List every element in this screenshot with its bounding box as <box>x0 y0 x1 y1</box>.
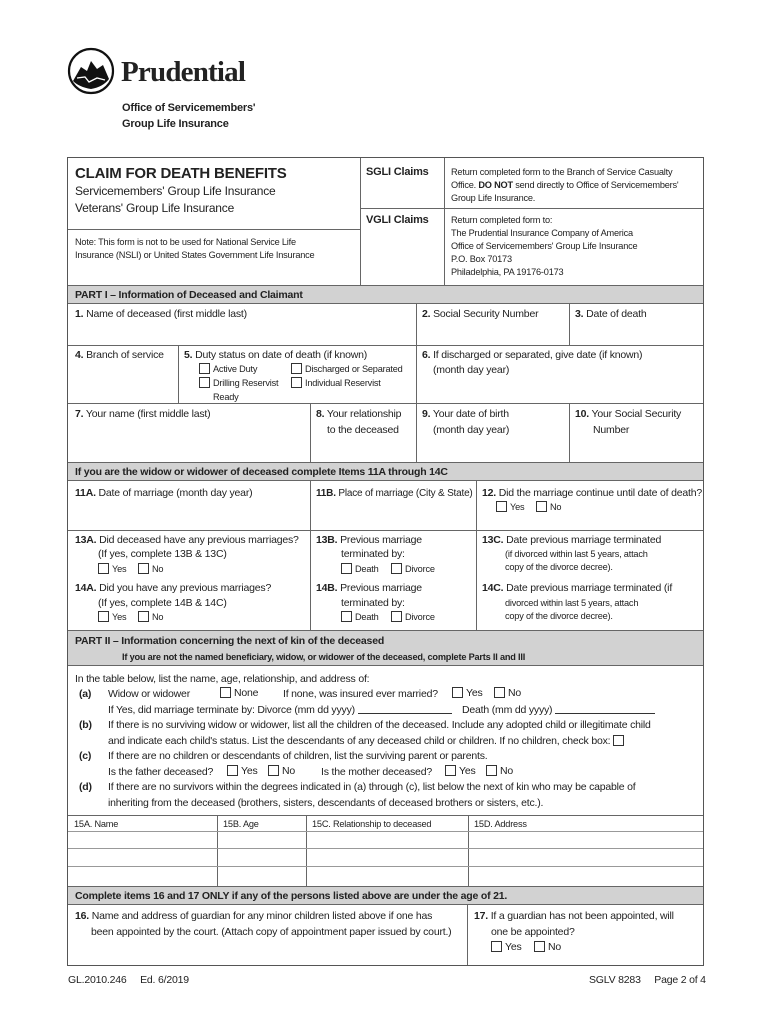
vgli-claims-label: VGLI Claims <box>366 214 429 226</box>
field-13a-hint: (If yes, complete 13B & 13C) <box>98 548 227 560</box>
item-c-marker: (c) <box>79 750 92 762</box>
checkbox <box>291 377 302 388</box>
field-7-label: 7. Your name (first middle last) <box>75 408 211 420</box>
part2-intro: In the table below, list the name, age, relationship, and address of: <box>75 673 370 685</box>
field-4-label: 4. Branch of service <box>75 349 164 361</box>
field-10-label: 10. Your Social Security <box>575 408 682 420</box>
field-13b-label: 13B. Previous marriage <box>316 534 422 546</box>
field-13a-yes[interactable]: Yes <box>98 563 126 575</box>
field-8-label: 8. Your relationship <box>316 408 402 420</box>
checkbox <box>199 363 210 374</box>
item-a-death-date: Death (mm dd yyyy) <box>462 704 655 717</box>
vgli-address-4: P.O. Box 70173 <box>451 254 512 264</box>
field-17-yes[interactable]: Yes <box>491 941 522 954</box>
checkbox <box>445 765 456 776</box>
item-b-text-2: and indicate each child's status. List the descendants of any deceased child or children. If no children, check box: <box>108 735 627 748</box>
option-drilling-reservist[interactable]: Drilling Reservist <box>199 377 278 389</box>
item-c-text: If there are no children or descendants of children, list the surviving parent or parents. <box>108 750 488 762</box>
field-17-label-2: one be appointed? <box>491 926 575 938</box>
field-14c-hint-2: copy of the divorce decree). <box>505 611 613 621</box>
checkbox <box>98 563 109 574</box>
checkbox <box>391 611 402 622</box>
mother-no[interactable]: No <box>486 765 513 778</box>
item-a-yes[interactable]: Yes <box>452 687 483 700</box>
prudential-rock-logo <box>67 47 115 95</box>
form-note-line-2: Insurance (NSLI) or United States Government Life Insurance <box>75 250 315 260</box>
checkbox <box>341 563 352 574</box>
divorce-date-line[interactable] <box>358 704 452 714</box>
item-b-marker: (b) <box>79 719 92 731</box>
table-row[interactable] <box>68 831 703 832</box>
item-a-question: If none, was insured ever married? <box>283 688 438 700</box>
field-12-yes[interactable]: Yes <box>496 501 524 513</box>
vgli-address-2: The Prudential Insurance Company of America <box>451 228 633 238</box>
checkbox <box>227 765 238 776</box>
mother-yes[interactable]: Yes <box>445 765 476 778</box>
item-a-no[interactable]: No <box>494 687 521 700</box>
item-a-none[interactable]: None <box>220 687 258 700</box>
checkbox <box>199 377 210 388</box>
field-14b-label: 14B. Previous marriage <box>316 582 422 594</box>
vgli-address-1: Return completed form to: <box>451 215 553 225</box>
item-a-text: Widow or widower <box>108 688 190 700</box>
field-12-no[interactable]: No <box>536 501 561 513</box>
field-14a-label: 14A. Did you have any previous marriages? <box>75 582 272 594</box>
checkbox <box>496 501 507 512</box>
field-3-label: 3. Date of death <box>575 308 647 320</box>
part2-subheading: If you are not the named beneficiary, widow, or widower of the deceased, complete Parts II and III <box>122 652 526 662</box>
item-d-text-1: If there are no survivors within the degrees indicated in (a) through (c), list below the next of kin who may be capable of <box>108 781 636 793</box>
item-a-marker: (a) <box>79 688 92 700</box>
checkbox <box>138 611 149 622</box>
item-d-text-2: inheriting from the deceased (brothers, sisters, descendants of deceased brothers or sisters, etc.). <box>108 797 544 809</box>
table-row[interactable] <box>68 866 703 867</box>
checkbox <box>486 765 497 776</box>
form-subtitle-vgli: Veterans' Group Life Insurance <box>75 201 235 215</box>
col-header-address: 15D. Address <box>474 819 527 829</box>
field-14b-hint: terminated by: <box>341 597 405 609</box>
col-header-name: 15A. Name <box>74 819 119 829</box>
checkbox <box>138 563 149 574</box>
father-no[interactable]: No <box>268 765 295 778</box>
field-14a-no[interactable]: No <box>138 611 163 623</box>
vgli-address-3: Office of Servicemembers' Group Life Insurance <box>451 241 638 251</box>
field-14c-label: 14C. Date previous marriage terminated (if <box>482 582 673 594</box>
part2-heading: PART II – Information concerning the next of kin of the deceased <box>75 635 385 647</box>
field-9-hint: (month day year) <box>433 424 510 436</box>
field-10-label-2: Number <box>593 424 630 436</box>
item-c-mother: Is the mother deceased? <box>321 766 432 778</box>
field-14a-yes[interactable]: Yes <box>98 611 126 623</box>
office-line-1: Office of Servicemembers' <box>122 102 256 114</box>
field-13c-label: 13C. Date previous marriage terminated <box>482 534 662 546</box>
field-13b-hint: terminated by: <box>341 548 405 560</box>
checkbox <box>491 941 502 952</box>
option-active-duty[interactable]: Active Duty <box>199 363 257 375</box>
field-17-label: 17. If a guardian has not been appointed, will <box>474 910 674 922</box>
checkbox <box>98 611 109 622</box>
field-14a-hint: (If yes, complete 14B & 14C) <box>98 597 227 609</box>
field-14b-death[interactable]: Death <box>341 611 379 623</box>
form-title: CLAIM FOR DEATH BENEFITS <box>75 165 287 182</box>
sgli-claims-label: SGLI Claims <box>366 166 429 178</box>
field-17-no[interactable]: No <box>534 941 561 954</box>
checkbox <box>220 687 231 698</box>
logo-text: Prudential <box>121 56 246 88</box>
field-2-label: 2. Social Security Number <box>422 308 539 320</box>
father-yes[interactable]: Yes <box>227 765 258 778</box>
field-1-label: 1. Name of deceased (first middle last) <box>75 308 247 320</box>
field-12-label: 12. Did the marriage continue until date of death? <box>482 487 702 499</box>
field-13a-no[interactable]: No <box>138 563 163 575</box>
checkbox <box>452 687 463 698</box>
item-c-father: Is the father deceased? <box>108 766 214 778</box>
form-subtitle-sgli: Servicemembers' Group Life Insurance <box>75 184 276 198</box>
checkbox <box>534 941 545 952</box>
item-a-divorce-date: If Yes, did marriage terminate by: Divorce (mm dd yyyy) <box>108 704 452 717</box>
field-6-hint: (month day year) <box>433 364 510 376</box>
field-6-label: 6. If discharged or separated, give date (if known) <box>422 349 643 361</box>
checkbox <box>391 563 402 574</box>
field-13b-death[interactable]: Death <box>341 563 379 575</box>
table-row[interactable] <box>68 848 703 849</box>
field-13c-hint-1: (if divorced within last 5 years, attach <box>505 549 648 559</box>
option-individual-reservist[interactable]: Individual Reservist <box>291 377 381 389</box>
field-8-label-2: to the deceased <box>327 424 399 436</box>
field-5-label: 5. Duty status on date of death (if known) <box>184 349 368 361</box>
option-discharged[interactable]: Discharged or Separated <box>291 363 403 375</box>
checkbox <box>341 611 352 622</box>
field-11b-label: 11B. Place of marriage (City & State) <box>316 488 473 499</box>
no-children-checkbox[interactable] <box>613 735 624 746</box>
field-14b-divorce[interactable]: Divorce <box>391 611 435 623</box>
footer-page-number: SGLV 8283 Page 2 of 4 <box>589 974 706 986</box>
item-b-text-1: If there is no surviving widow or widower, list all the children of the deceased. Include any adopted child or illegitimate child <box>108 719 651 731</box>
sgli-instruction-2: Office. DO NOT send directly to Office of Servicemembers' <box>451 180 679 190</box>
item-d-marker: (d) <box>79 781 92 793</box>
vgli-address-5: Philadelphia, PA 19176-0173 <box>451 267 564 277</box>
field-16-label: 16. Name and address of guardian for any minor children listed above if one has <box>75 910 433 922</box>
field-13c-hint-2: copy of the divorce decree). <box>505 562 613 572</box>
sgli-instruction-3: Group Life Insurance. <box>451 193 536 203</box>
footer-form-code: GL.2010.246 Ed. 6/2019 <box>68 974 189 986</box>
field-13b-divorce[interactable]: Divorce <box>391 563 435 575</box>
part1-heading: PART I – Information of Deceased and Claimant <box>75 289 303 301</box>
form-note-line-1: Note: This form is not to be used for National Service Life <box>75 237 296 247</box>
col-header-age: 15B. Age <box>223 819 259 829</box>
option-ready-label: Ready <box>213 392 239 402</box>
office-line-2: Group Life Insurance <box>122 118 229 130</box>
checkbox <box>494 687 505 698</box>
checkbox <box>536 501 547 512</box>
field-11a-label: 11A. Date of marriage (month day year) <box>75 487 253 499</box>
death-date-line[interactable] <box>555 704 655 714</box>
field-9-label: 9. Your date of birth <box>422 408 509 420</box>
widow-heading: If you are the widow or widower of deceased complete Items 11A through 14C <box>75 466 448 478</box>
checkbox <box>268 765 279 776</box>
col-header-relationship: 15C. Relationship to deceased <box>312 819 432 829</box>
minor-heading: Complete items 16 and 17 ONLY if any of the persons listed above are under the age of 21. <box>75 890 508 902</box>
field-16-hint: been appointed by the court. (Attach copy of appointment paper issued by court.) <box>91 926 452 938</box>
field-14c-hint-1: divorced within last 5 years, attach <box>505 598 639 608</box>
field-13a-label: 13A. Did deceased have any previous marriages? <box>75 534 299 546</box>
checkbox <box>291 363 302 374</box>
sgli-instruction-1: Return completed form to the Branch of Service Casualty <box>451 167 673 177</box>
